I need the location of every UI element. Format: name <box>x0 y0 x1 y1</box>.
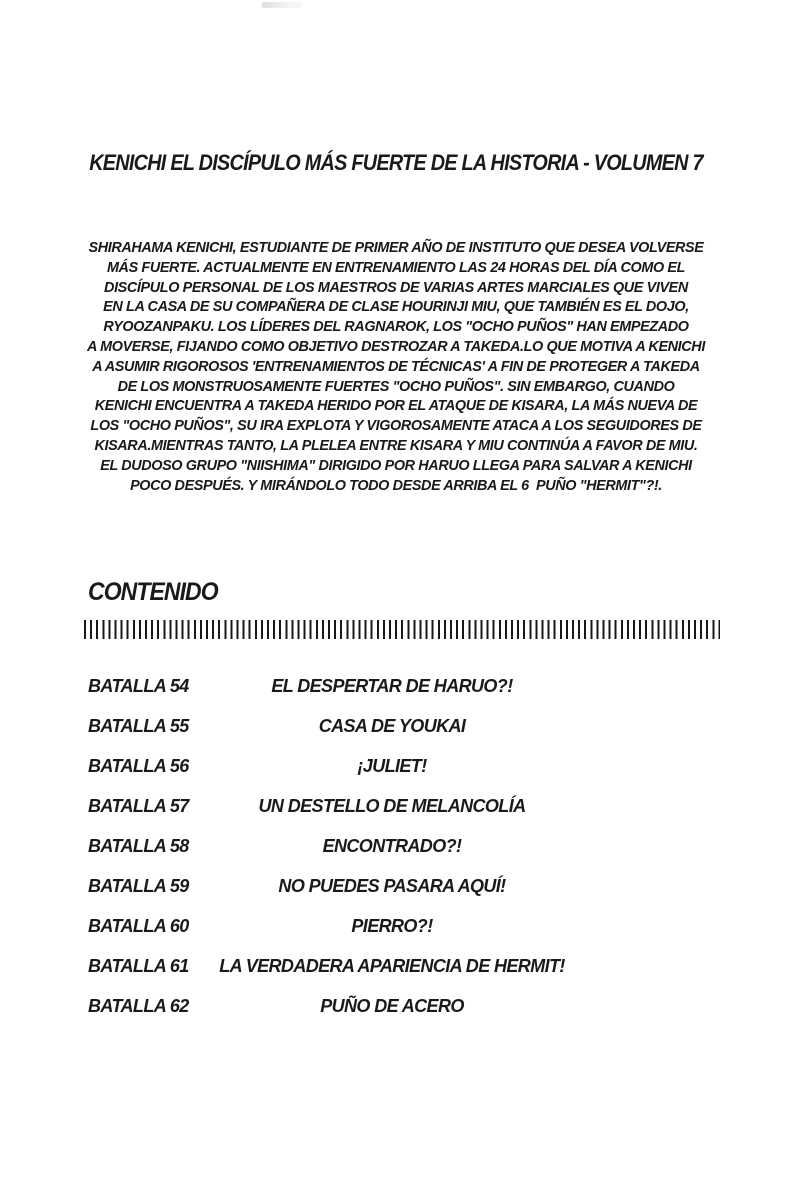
synopsis-line: DISCÍPULO PERSONAL DE LOS MAESTROS DE VARIAS ARTES MARCIALES QUE VIVEN <box>104 278 688 296</box>
chapter-title: LA VERDADERA APARIENCIA DE HERMIT! <box>219 956 565 976</box>
synopsis-line: LOS "OCHO PUÑOS", SU IRA EXPLOTA Y VIGOROSAMENTE ATACA A LOS SEGUIDORES DE <box>90 417 702 435</box>
toc-row <box>84 668 700 708</box>
scan-artifact-smudge <box>262 2 302 8</box>
chapter-number: BATALLA 55 <box>88 716 189 736</box>
toc-row <box>84 948 700 988</box>
chapter-number: BATALLA 58 <box>88 836 189 856</box>
chapter-title: NO PUEDES PASARA AQUÍ! <box>278 876 506 896</box>
synopsis-line: RYOOZANPAKU. LOS LÍDERES DEL RAGNAROK, LOS "OCHO PUÑOS" HAN EMPEZADO <box>103 318 689 336</box>
synopsis-line: KISARA.MIENTRAS TANTO, LA PLELEA ENTRE KISARA Y MIU CONTINÚA A FAVOR DE MIU. <box>94 436 698 454</box>
toc-row <box>84 708 700 748</box>
toc-row <box>84 828 700 868</box>
synopsis-line: EL DUDOSO GRUPO "NIISHIMA" DIRIGIDO POR HARUO LLEGA PARA SALVAR A KENICHI <box>100 456 692 474</box>
synopsis-line: KENICHI ENCUENTRA A TAKEDA HERIDO POR EL ATAQUE DE KISARA, LA MÁS NUEVA DE <box>94 397 698 415</box>
toc-row <box>84 908 700 948</box>
page-title: KENICHI EL DISCÍPULO MÁS FUERTE DE LA HISTORIA - VOLUMEN 7 <box>89 150 703 175</box>
chapter-number: BATALLA 56 <box>88 756 189 776</box>
chapter-title: PUÑO DE ACERO <box>320 996 464 1016</box>
vertical-bars-divider <box>84 620 720 639</box>
chapter-number: BATALLA 62 <box>88 996 189 1016</box>
synopsis-line: MÁS FUERTE. ACTUALMENTE EN ENTRENAMIENTO LAS 24 HORAS DEL DÍA COMO EL <box>106 258 686 276</box>
toc-row <box>84 868 700 908</box>
chapter-number: BATALLA 59 <box>88 876 189 896</box>
chapter-title: PIERRO?! <box>351 916 433 936</box>
chapter-title: EL DESPERTAR DE HARUO?! <box>271 676 513 696</box>
synopsis-line: SHIRAHAMA KENICHI, ESTUDIANTE DE PRIMER AÑO DE INSTITUTO QUE DESEA VOLVERSE <box>88 239 704 256</box>
table-of-contents <box>84 668 700 1028</box>
synopsis-line: EN LA CASA DE SU COMPAÑERA DE CLASE HOURINJI MIU, QUE TAMBIÉN ES EL DOJO, <box>103 298 689 316</box>
toc-row <box>84 748 700 788</box>
synopsis-line: DE LOS MONSTRUOSAMENTE FUERTES "OCHO PUÑOS". SIN EMBARGO, CUANDO <box>117 377 675 395</box>
chapter-title: ENCONTRADO?! <box>322 836 462 856</box>
synopsis-line: POCO DESPUÉS. Y MIRÁNDOLO TODO DESDE ARRIBA EL 6 PUÑO "HERMIT"?!. <box>130 476 662 494</box>
chapter-title: CASA DE YOUKAI <box>318 716 466 736</box>
synopsis-line: A MOVERSE, FIJANDO COMO OBJETIVO DESTROZAR A TAKEDA.LO QUE MOTIVA A KENICHI <box>87 337 705 355</box>
chapter-number: BATALLA 57 <box>88 796 189 816</box>
contents-heading: CONTENIDO <box>88 578 218 606</box>
chapter-number: BATALLA 54 <box>88 676 189 696</box>
chapter-title: UN DESTELLO DE MELANCOLÍA <box>258 796 526 816</box>
toc-row <box>84 788 700 828</box>
toc-row <box>84 988 700 1028</box>
chapter-number: BATALLA 60 <box>88 916 189 936</box>
synopsis-line: A ASUMIR RIGOROSOS 'ENTRENAMIENTOS DE TÉCNICAS' A FIN DE PROTEGER A TAKEDA <box>92 357 700 375</box>
chapter-number: BATALLA 61 <box>88 956 189 976</box>
synopsis-paragraph <box>16 238 776 495</box>
chapter-title: ¡JULIET! <box>357 756 427 776</box>
